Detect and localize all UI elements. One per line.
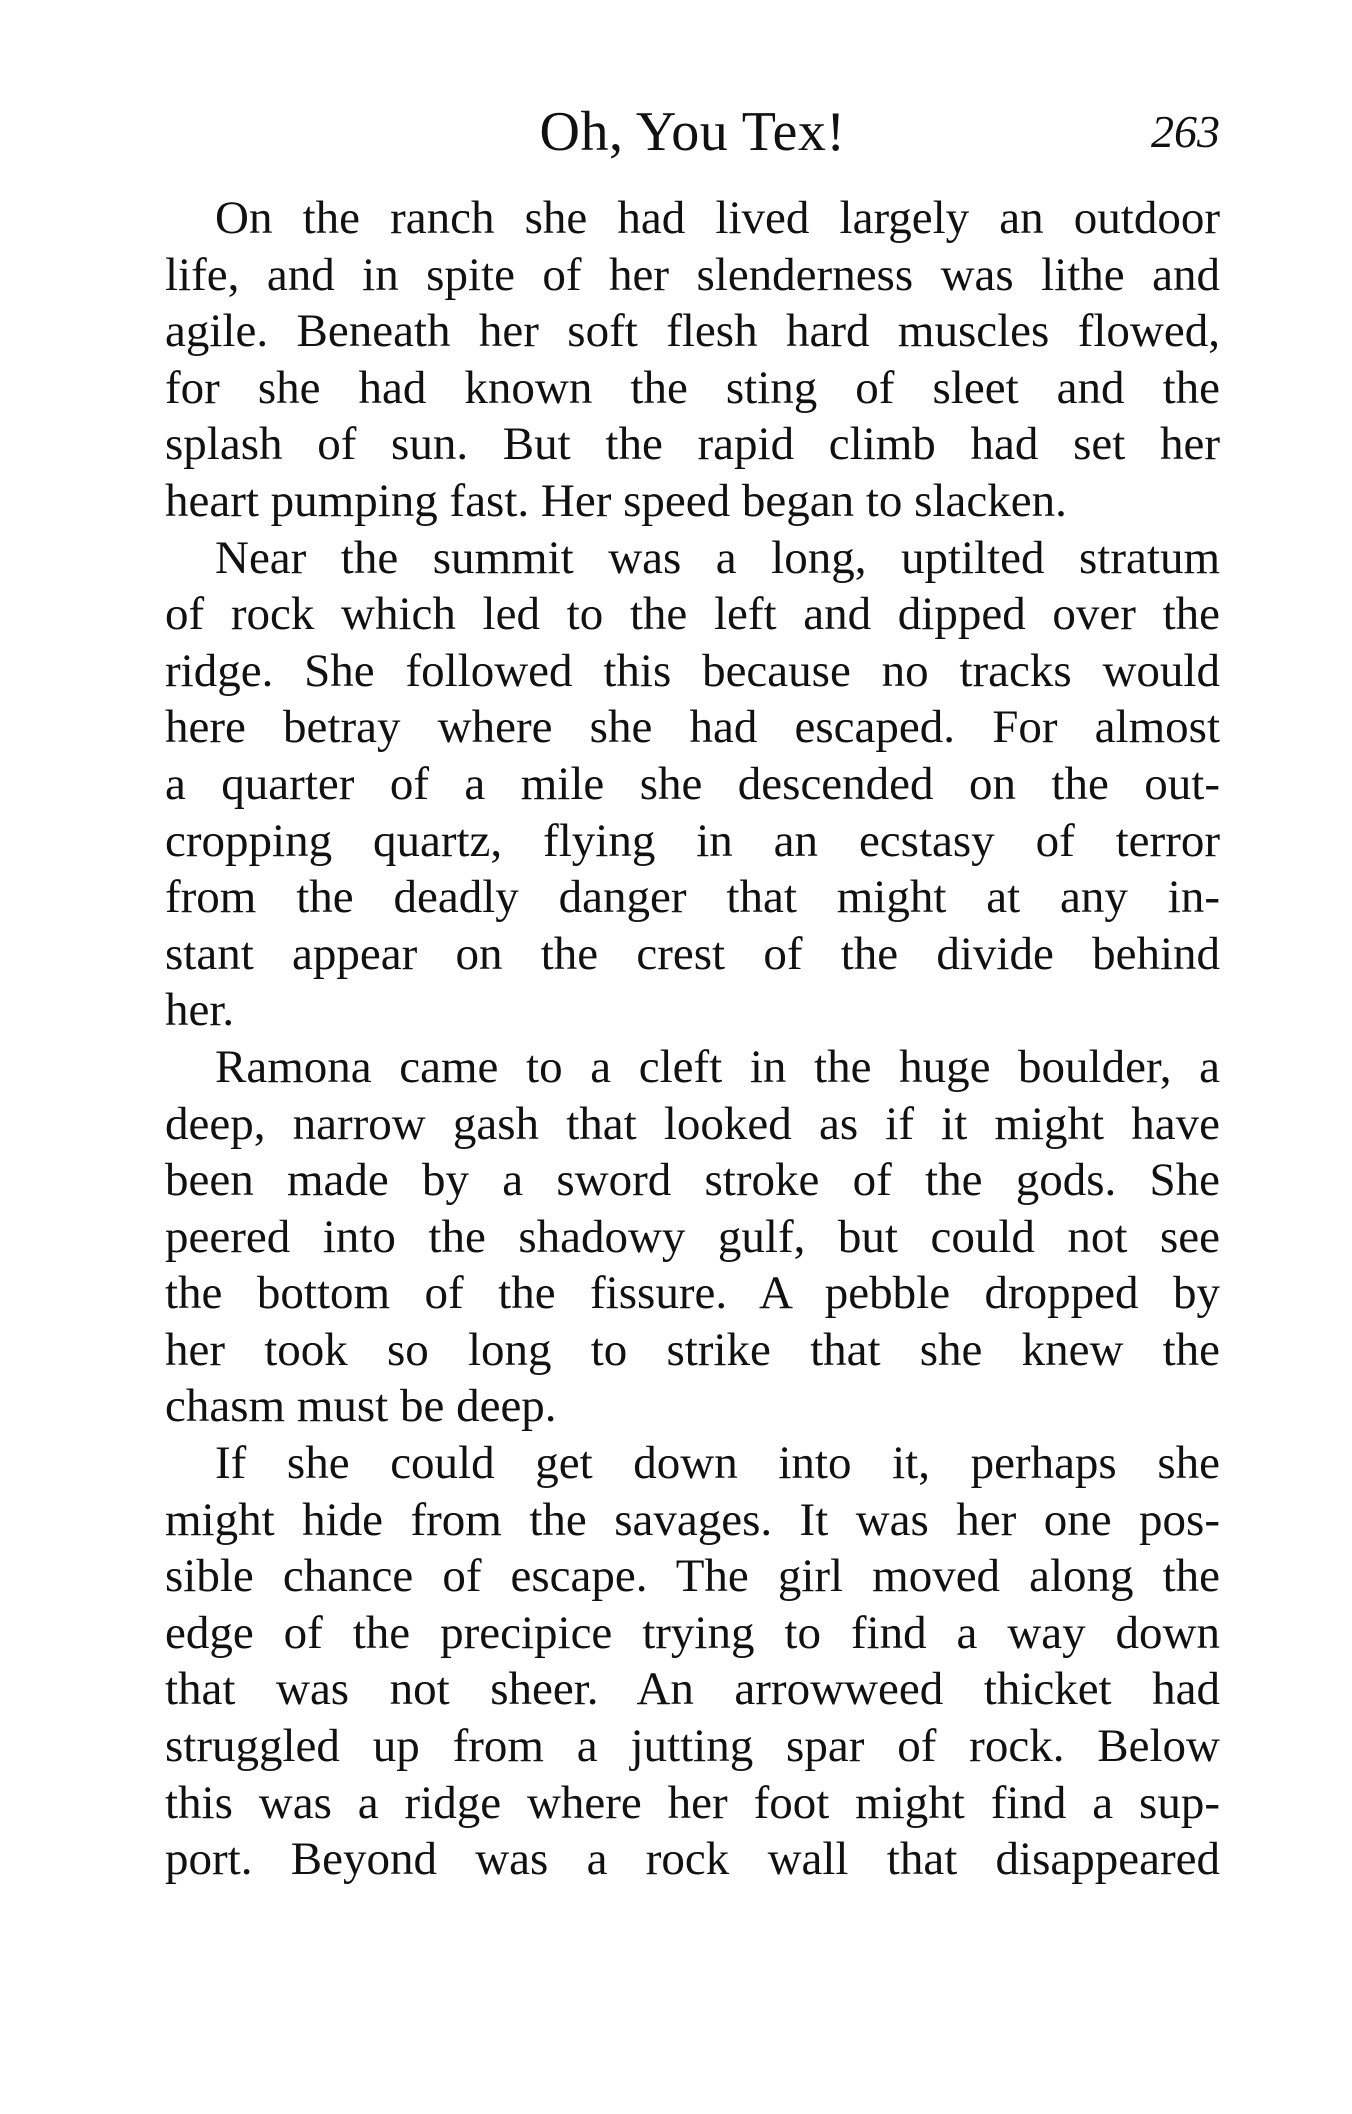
page-number: 263	[1151, 106, 1220, 157]
text-line: a quarter of a mile she descended on the out-	[165, 757, 1220, 810]
text-line: this was a ridge where her foot might find a sup-	[165, 1776, 1220, 1829]
text-line: life, and in spite of her slenderness was lithe and	[165, 248, 1220, 301]
text-line: port. Beyond was a rock wall that disappeared	[165, 1833, 1220, 1886]
text-line: chasm must be deep.	[165, 1380, 557, 1433]
text-line: On the ranch she had lived largely an outdoor	[215, 192, 1220, 244]
text-line: cropping quartz, flying in an ecstasy of terror	[165, 814, 1220, 867]
paragraph-3	[165, 1039, 1220, 1435]
text-line: might hide from the savages. It was her one pos-	[165, 1493, 1220, 1546]
text-line: agile. Beneath her soft flesh hard muscles flowed,	[165, 305, 1220, 358]
text-line: been made by a sword stroke of the gods. She	[165, 1154, 1220, 1207]
text-line: for she had known the sting of sleet and the	[165, 361, 1220, 414]
text-line: Near the summit was a long, uptilted stratum	[215, 531, 1220, 584]
text-line: Ramona came to a cleft in the huge boulder, a	[215, 1040, 1220, 1093]
text-line: here betray where she had escaped. For almost	[165, 701, 1220, 754]
text-line: ridge. She followed this because no tracks would	[165, 644, 1220, 697]
paragraph-2	[165, 530, 1220, 1039]
text-line: of rock which led to the left and dipped over the	[165, 588, 1220, 641]
text-line: sible chance of escape. The girl moved along the	[165, 1550, 1220, 1603]
text-line: heart pumping fast. Her speed began to slacken.	[165, 474, 1067, 527]
paragraph-1	[165, 190, 1220, 530]
text-line: deep, narrow gash that looked as if it might have	[165, 1097, 1220, 1150]
text-line: the bottom of the fissure. A pebble dropped by	[165, 1267, 1220, 1320]
body-text	[165, 190, 1220, 1888]
book-title: Oh, You Tex!	[539, 101, 846, 163]
text-line: from the deadly danger that might at any in-	[165, 871, 1220, 924]
text-line: her.	[165, 984, 235, 1037]
text-line: struggled up from a jutting spar of rock. Below	[165, 1720, 1220, 1773]
running-head	[165, 92, 1220, 172]
text-line: If she could get down into it, perhaps she	[215, 1437, 1220, 1490]
text-line: stant appear on the crest of the divide behind	[165, 927, 1220, 980]
text-line: her took so long to strike that she knew the	[165, 1323, 1220, 1376]
text-line: that was not sheer. An arrowweed thicket had	[165, 1663, 1220, 1716]
text-line: splash of sun. But the rapid climb had set her	[165, 418, 1220, 471]
paragraph-4	[165, 1435, 1220, 1888]
text-line: peered into the shadowy gulf, but could not see	[165, 1210, 1220, 1263]
text-line: edge of the precipice trying to find a way down	[165, 1606, 1220, 1659]
